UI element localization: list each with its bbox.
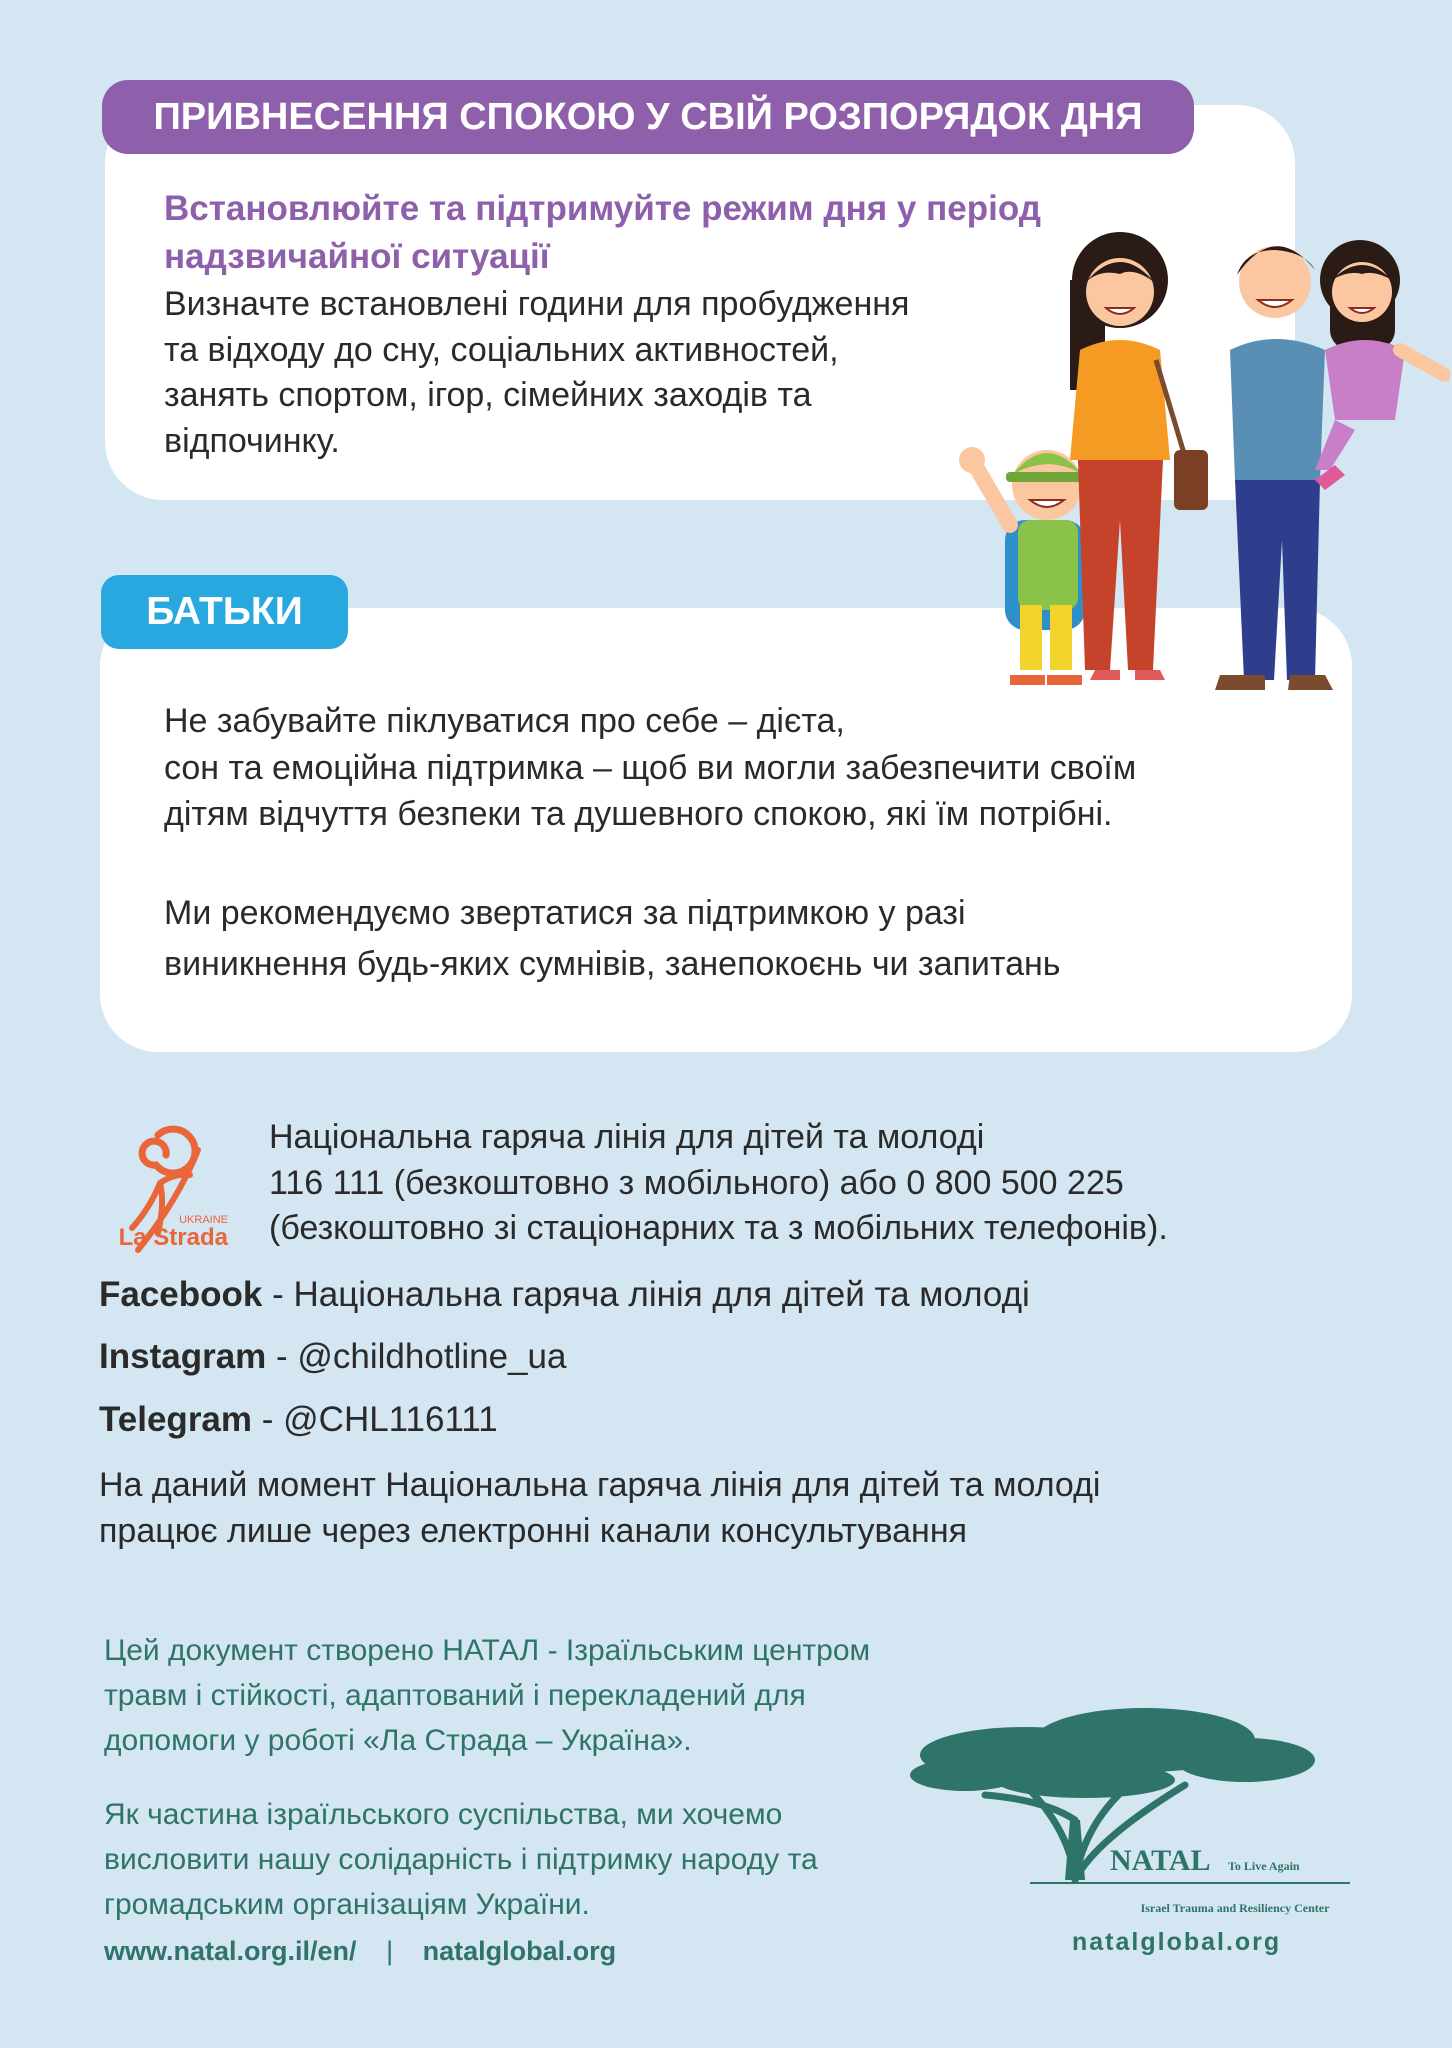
social-instagram-value: - @childhotline_ua <box>266 1337 567 1376</box>
la-strada-country: UKRAINE <box>179 1214 228 1226</box>
social-instagram-name: Instagram <box>99 1337 267 1376</box>
natal-logo-subtitle: Israel Trauma and Resiliency Center <box>1140 1901 1330 1915</box>
girl-figure <box>1315 240 1445 490</box>
family-illustration <box>930 220 1450 740</box>
la-strada-logo <box>98 1115 238 1255</box>
natal-link-global[interactable]: natalglobal.org <box>422 1936 617 1966</box>
social-telegram-name: Telegram <box>99 1400 253 1439</box>
social-instagram <box>99 1335 1299 1379</box>
natal-solidarity-paragraph: Як частина ізраїльського суспільства, ми хочемо висловити нашу солідарність і підтримку народу та громадським організаціям України. <box>104 1798 818 1921</box>
links-separator: | <box>386 1936 394 1966</box>
social-telegram-value: - @CHL116111 <box>252 1400 498 1439</box>
dad-figure <box>1215 246 1333 690</box>
boy-figure <box>959 447 1086 685</box>
social-facebook-value: - Національна гаряча лінія для дітей та молоді <box>262 1275 1030 1314</box>
social-facebook-name: Facebook <box>99 1275 263 1314</box>
natal-logo-url[interactable]: natalglobal.org <box>1072 1928 1282 1956</box>
hotline-info: Національна гаряча лінія для дітей та молоді 116 111 (безкоштовно з мобільного) або 0 800 500 225 (безкоштовно зі стаціонарних та з мобільних телефонів). <box>269 1118 1168 1247</box>
natal-logo-tagline: To Live Again <box>1228 1859 1300 1873</box>
natal-credit-paragraph: Цей документ створено НАТАЛ - Ізраїльським центром травм і стійкості, адаптований і перекладений для допомоги у роботі «Ла Страда – Україна». <box>104 1634 871 1757</box>
routine-heading: Встановлюйте та підтримуйте режим дня у період надзвичайної ситуації <box>164 189 1041 276</box>
parents-paragraph-support: Ми рекомендуємо звертатися за підтримкою у разі виникнення будь-яких сумнівів, занепокоєнь чи запитань <box>164 894 1061 983</box>
parents-section-title: БАТЬКИ <box>101 575 348 649</box>
natal-logo-name: NATAL <box>1110 1844 1211 1877</box>
routine-body: Визначте встановлені години для пробудження та відходу до сну, соціальних активностей, занять спортом, ігор, сімейних заходів та відпочинку. <box>164 285 910 460</box>
parents-paragraph-selfcare: Не забувайте піклуватися про себе – дієта, сон та емоційна підтримка – щоб ви могли забезпечити своїм дітям відчуття безпеки та душевного спокою, які їм потрібні. <box>164 702 1137 833</box>
natal-links <box>104 1936 616 1967</box>
social-telegram <box>99 1398 1299 1442</box>
mom-figure <box>1070 232 1208 680</box>
routine-section-title: ПРИВНЕСЕННЯ СПОКОЮ У СВІЙ РОЗПОРЯДОК ДНЯ <box>102 80 1194 154</box>
hotline-note: На даний момент Національна гаряча лінія для дітей та молоді працює лише через електронні канали консультування <box>99 1466 1101 1550</box>
social-facebook <box>99 1273 1299 1317</box>
la-strada-name: La Strada <box>118 1224 228 1251</box>
natal-link-site[interactable]: www.natal.org.il/en/ <box>104 1936 357 1966</box>
